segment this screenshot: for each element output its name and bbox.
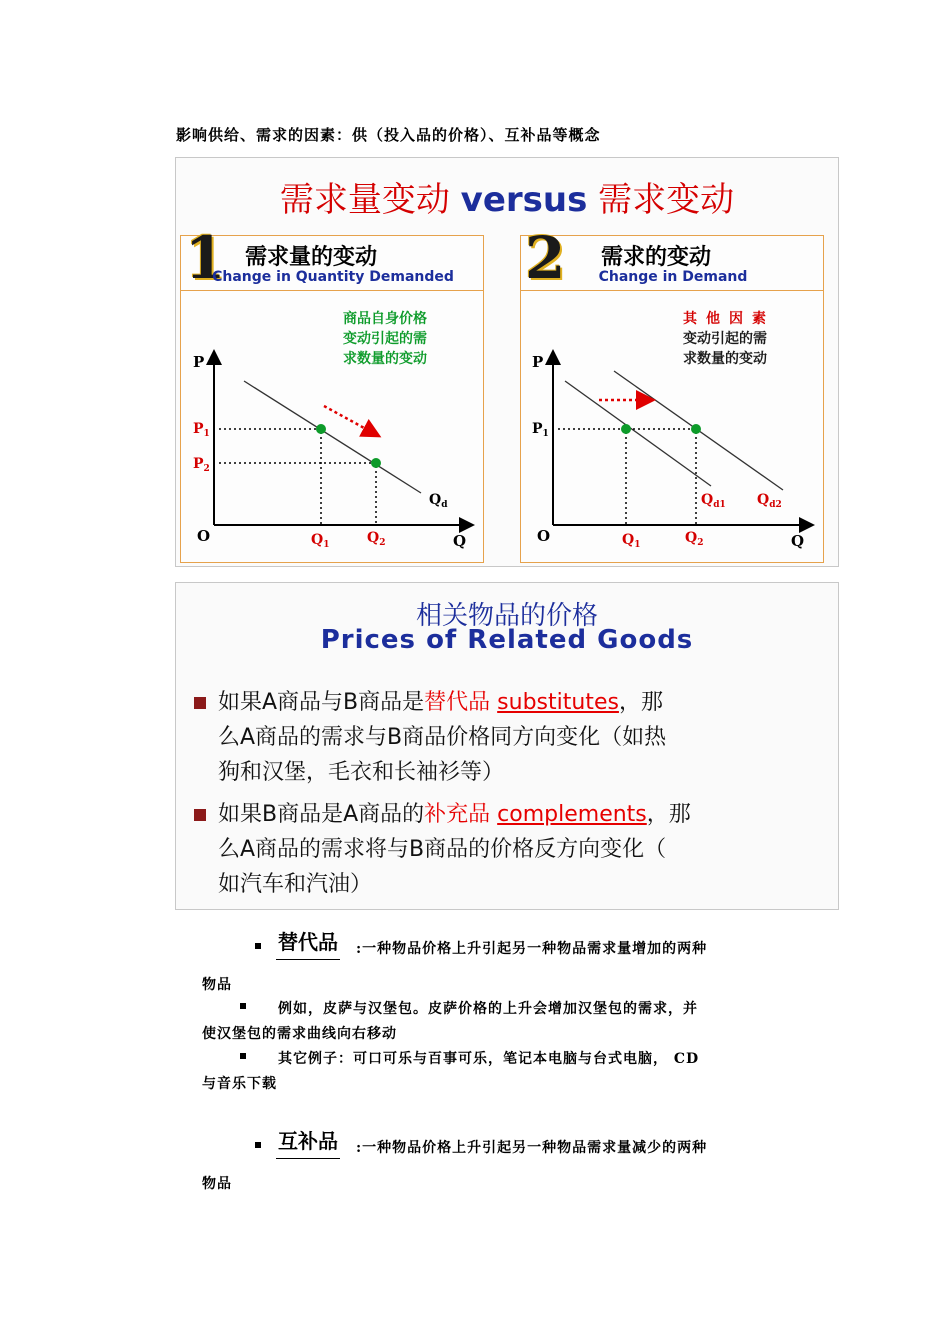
panel2-label-p: P	[532, 353, 544, 371]
slide-related-goods	[175, 582, 839, 910]
slide2-bullet-1	[218, 685, 666, 790]
panel1-title-en: Change in Quantity Demanded	[212, 269, 454, 285]
panel-demand-shift	[520, 224, 824, 563]
panel2-note-line: 求数量的变动	[683, 351, 767, 367]
panel2-graph	[521, 236, 823, 562]
panel-quantity-demanded	[180, 224, 484, 563]
substitutes-definition-cont: 物品	[202, 977, 232, 993]
panel2-label-origin: O	[537, 527, 551, 545]
slide2-bullet-1-line-3: 狗和汉堡，毛衣和长袖衫等）	[218, 760, 505, 785]
text-run: 如果A商品与B商品是	[218, 690, 425, 715]
panel1-graph	[181, 236, 483, 562]
highlight-substitutes-en: substitutes	[497, 690, 619, 715]
slide1-title-part-a: 需求量	[279, 180, 382, 220]
panel2-label-qd1: $Q_{d1}$	[701, 492, 726, 510]
example1-text: 例如，皮萨与汉堡包。皮萨价格的上升会增加汉堡包的需求，并	[278, 1001, 698, 1017]
panel1-note-line: 变动引起的需	[343, 331, 427, 347]
example1-bullet	[240, 1003, 246, 1009]
page-heading: 影响供给、需求的因素：供（投入品的价格）、互补品等概念	[176, 126, 601, 144]
text-run: 如果B商品是A商品的	[218, 802, 425, 827]
complements-term: 互补品	[276, 1125, 340, 1159]
slide2-bullet-2-line-3: 如汽车和汽油）	[218, 872, 373, 897]
example2-bullet	[240, 1053, 246, 1059]
slide2-title-cn: 相关物品的价格	[415, 601, 598, 631]
complements-definition-cont: 物品	[202, 1176, 232, 1192]
slide1-title-part-d: 需求	[587, 180, 667, 220]
panel2-number: 2	[525, 224, 566, 292]
slide2-bullet-1-marker	[194, 697, 206, 709]
panel2-note-line: 变动引起的需	[683, 331, 767, 347]
slide2-bullet-2-line-1	[218, 797, 691, 832]
panel2-note-red: 其他因素	[683, 311, 775, 327]
panel2-point-a	[621, 424, 631, 434]
panel1-point-a	[316, 424, 326, 434]
highlight-complements-cn: 补充品	[424, 802, 491, 827]
slide1-title-part-e: 变动	[666, 180, 735, 220]
panel2-label-q: Q	[791, 532, 805, 550]
example1-text-cont: 使汉堡包的需求曲线向右移动	[202, 1026, 397, 1042]
panel2-label-q2: $Q_2$	[685, 530, 704, 548]
slide2-bullet-2-line-2: 么A商品的需求将与B商品的价格反方向变化（	[218, 837, 667, 862]
panel1-label-q: Q	[453, 532, 467, 550]
example2-text-cont: 与音乐下载	[202, 1076, 277, 1092]
panel1-note-line: 商品自身价格	[343, 311, 427, 327]
panel2-label-q1: $Q_1$	[622, 532, 641, 550]
panel1-label-q2: $Q_2$	[367, 530, 386, 548]
substitutes-bullet	[255, 943, 261, 949]
slide1-title-versus: versus	[460, 180, 588, 220]
slide2-bullet-2-marker	[194, 809, 206, 821]
panel2-point-b	[691, 424, 701, 434]
slide-demand-change	[175, 157, 839, 567]
substitutes-term: 替代品	[276, 926, 340, 960]
panel1-label-p2: $P_2$	[193, 456, 210, 474]
slide1-title-part-b: 变动	[381, 180, 461, 220]
example2-text: 其它例子：可口可乐与百事可乐，笔记本电脑与台式电脑， CD	[278, 1051, 700, 1067]
panel1-label-p: P	[193, 353, 205, 371]
panel2-demand-curve-1	[565, 381, 711, 486]
panel1-title: 需求量的变动	[245, 245, 378, 270]
substitutes-definition: :一种物品价格上升引起另一种物品需求量增加的两种	[356, 941, 708, 957]
slide1-title	[176, 172, 838, 221]
highlight-substitutes-cn: 替代品	[424, 690, 491, 715]
complements-bullet	[255, 1142, 261, 1148]
slide2-bullet-1-line-1	[218, 685, 666, 720]
slide2-bullet-2	[218, 797, 691, 902]
complements-definition: :一种物品价格上升引起另一种物品需求量减少的两种	[356, 1140, 708, 1156]
text-run: ，那	[618, 690, 663, 715]
panel1-note-line: 求数量的变动	[343, 351, 427, 367]
panel1-label-q1: $Q_1$	[311, 532, 330, 550]
panel1-number: 1	[185, 224, 226, 292]
panel1-demand-curve	[244, 381, 421, 493]
slide2-title-en: Prices of Related Goods	[320, 625, 694, 655]
panel1-label-p1: $P_1$	[193, 421, 210, 439]
panel2-title-en: Change in Demand	[598, 269, 748, 285]
text-run: ，那	[646, 802, 691, 827]
panel1-label-qd: $Q_d$	[429, 492, 448, 510]
panel2-label-qd2: $Q_{d2}$	[757, 492, 782, 510]
panel2-label-p1: $P_1$	[532, 421, 549, 439]
panel2-title: 需求的变动	[601, 245, 712, 270]
highlight-complements-en: complements	[497, 802, 647, 827]
panel1-movement-arrow	[324, 406, 377, 435]
panel1-label-origin: O	[197, 527, 211, 545]
panel1-point-b	[371, 458, 381, 468]
slide2-bullet-1-line-2: 么A商品的需求与B商品价格同方向变化（如热	[218, 725, 667, 750]
